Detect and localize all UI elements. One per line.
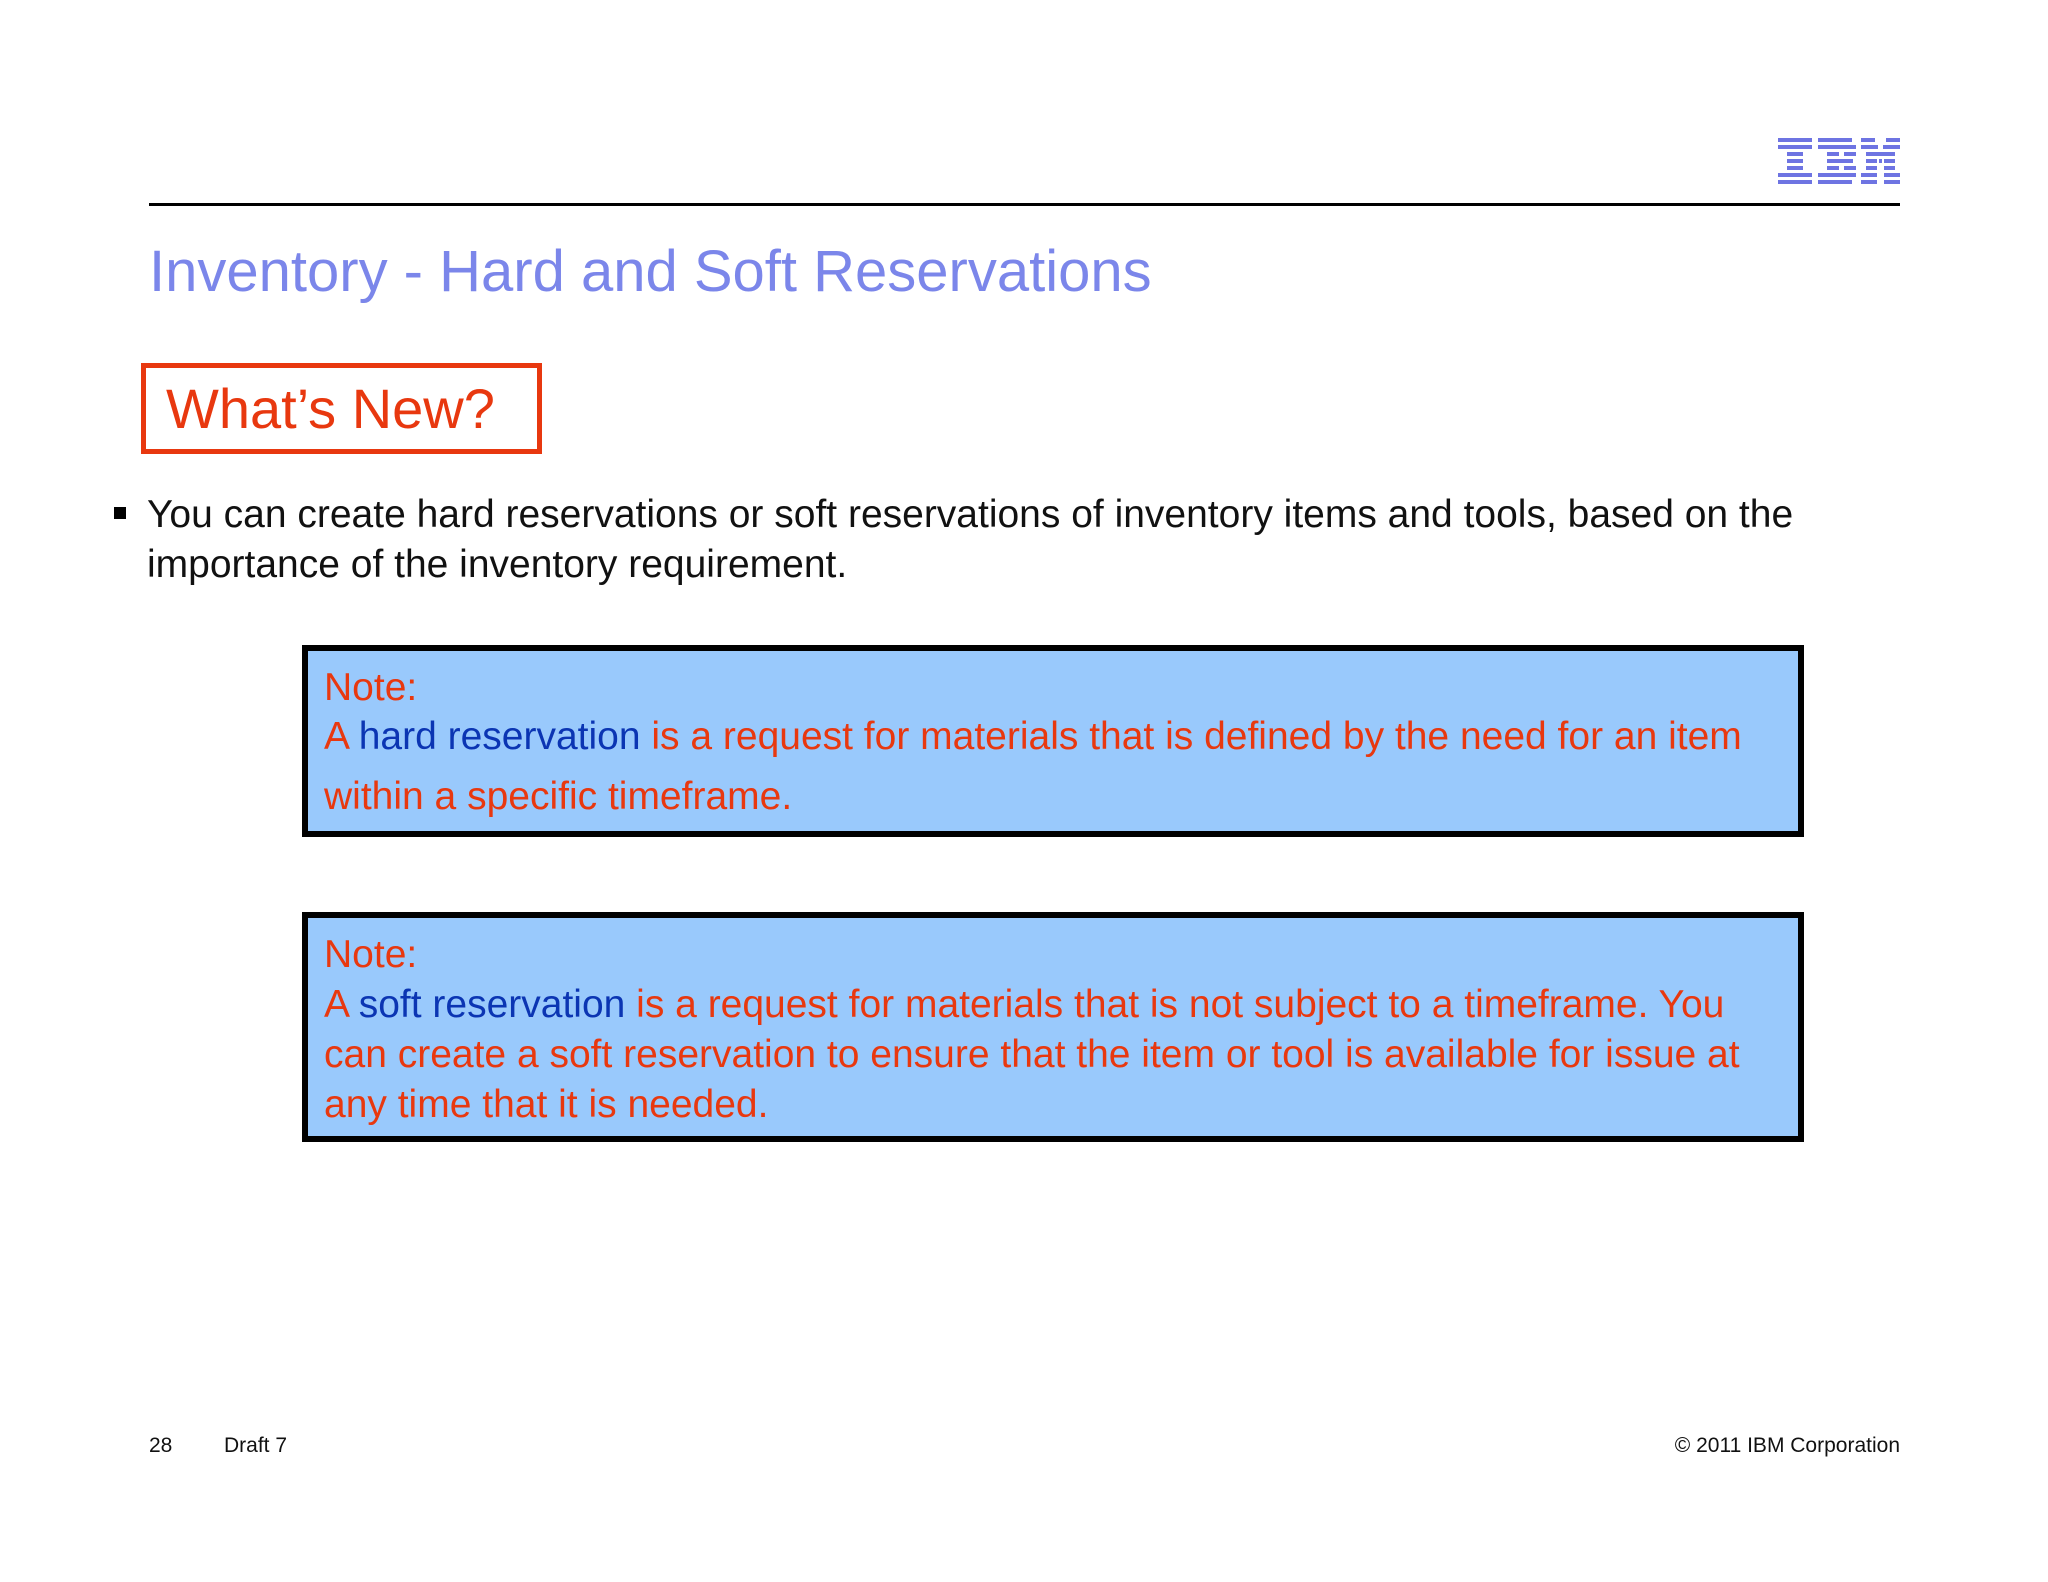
note-label: Note: — [324, 666, 418, 709]
ibm-logo — [1778, 138, 1900, 188]
hard-reservation-note — [302, 645, 1804, 837]
soft-reservation-note — [302, 912, 1804, 1142]
page-number: 28 — [149, 1434, 173, 1457]
header-divider — [149, 203, 1900, 206]
bullet-square-icon — [114, 507, 126, 519]
note-label: Note: — [324, 933, 418, 976]
whats-new-callout — [141, 363, 542, 454]
note-prefix: A — [324, 983, 359, 1026]
soft-reservation-term: soft reservation — [358, 983, 626, 1026]
note-body — [324, 980, 1782, 1130]
hard-reservation-term: hard reservation — [358, 715, 641, 758]
note-definition: is a request for materials that is defined by the need for an item within a specific timeframe. — [324, 715, 1742, 818]
note-prefix: A — [324, 715, 359, 758]
note-body — [324, 707, 1782, 827]
bullet-text: You can create hard reservations or soft reservations of inventory items and tools, based on the importance of the inventory requirement. — [147, 493, 1794, 586]
whats-new-label: What’s New? — [166, 377, 495, 440]
slide-title: Inventory - Hard and Soft Reservations — [149, 239, 1152, 304]
copyright-text: © 2011 IBM Corporation — [1674, 1434, 1900, 1457]
note-definition: is a request for materials that is not subject to a timeframe. You can create a soft reservation to ensure that the item or tool is available for issue at any time that it is needed. — [324, 983, 1740, 1126]
draft-label: Draft 7 — [224, 1434, 288, 1457]
